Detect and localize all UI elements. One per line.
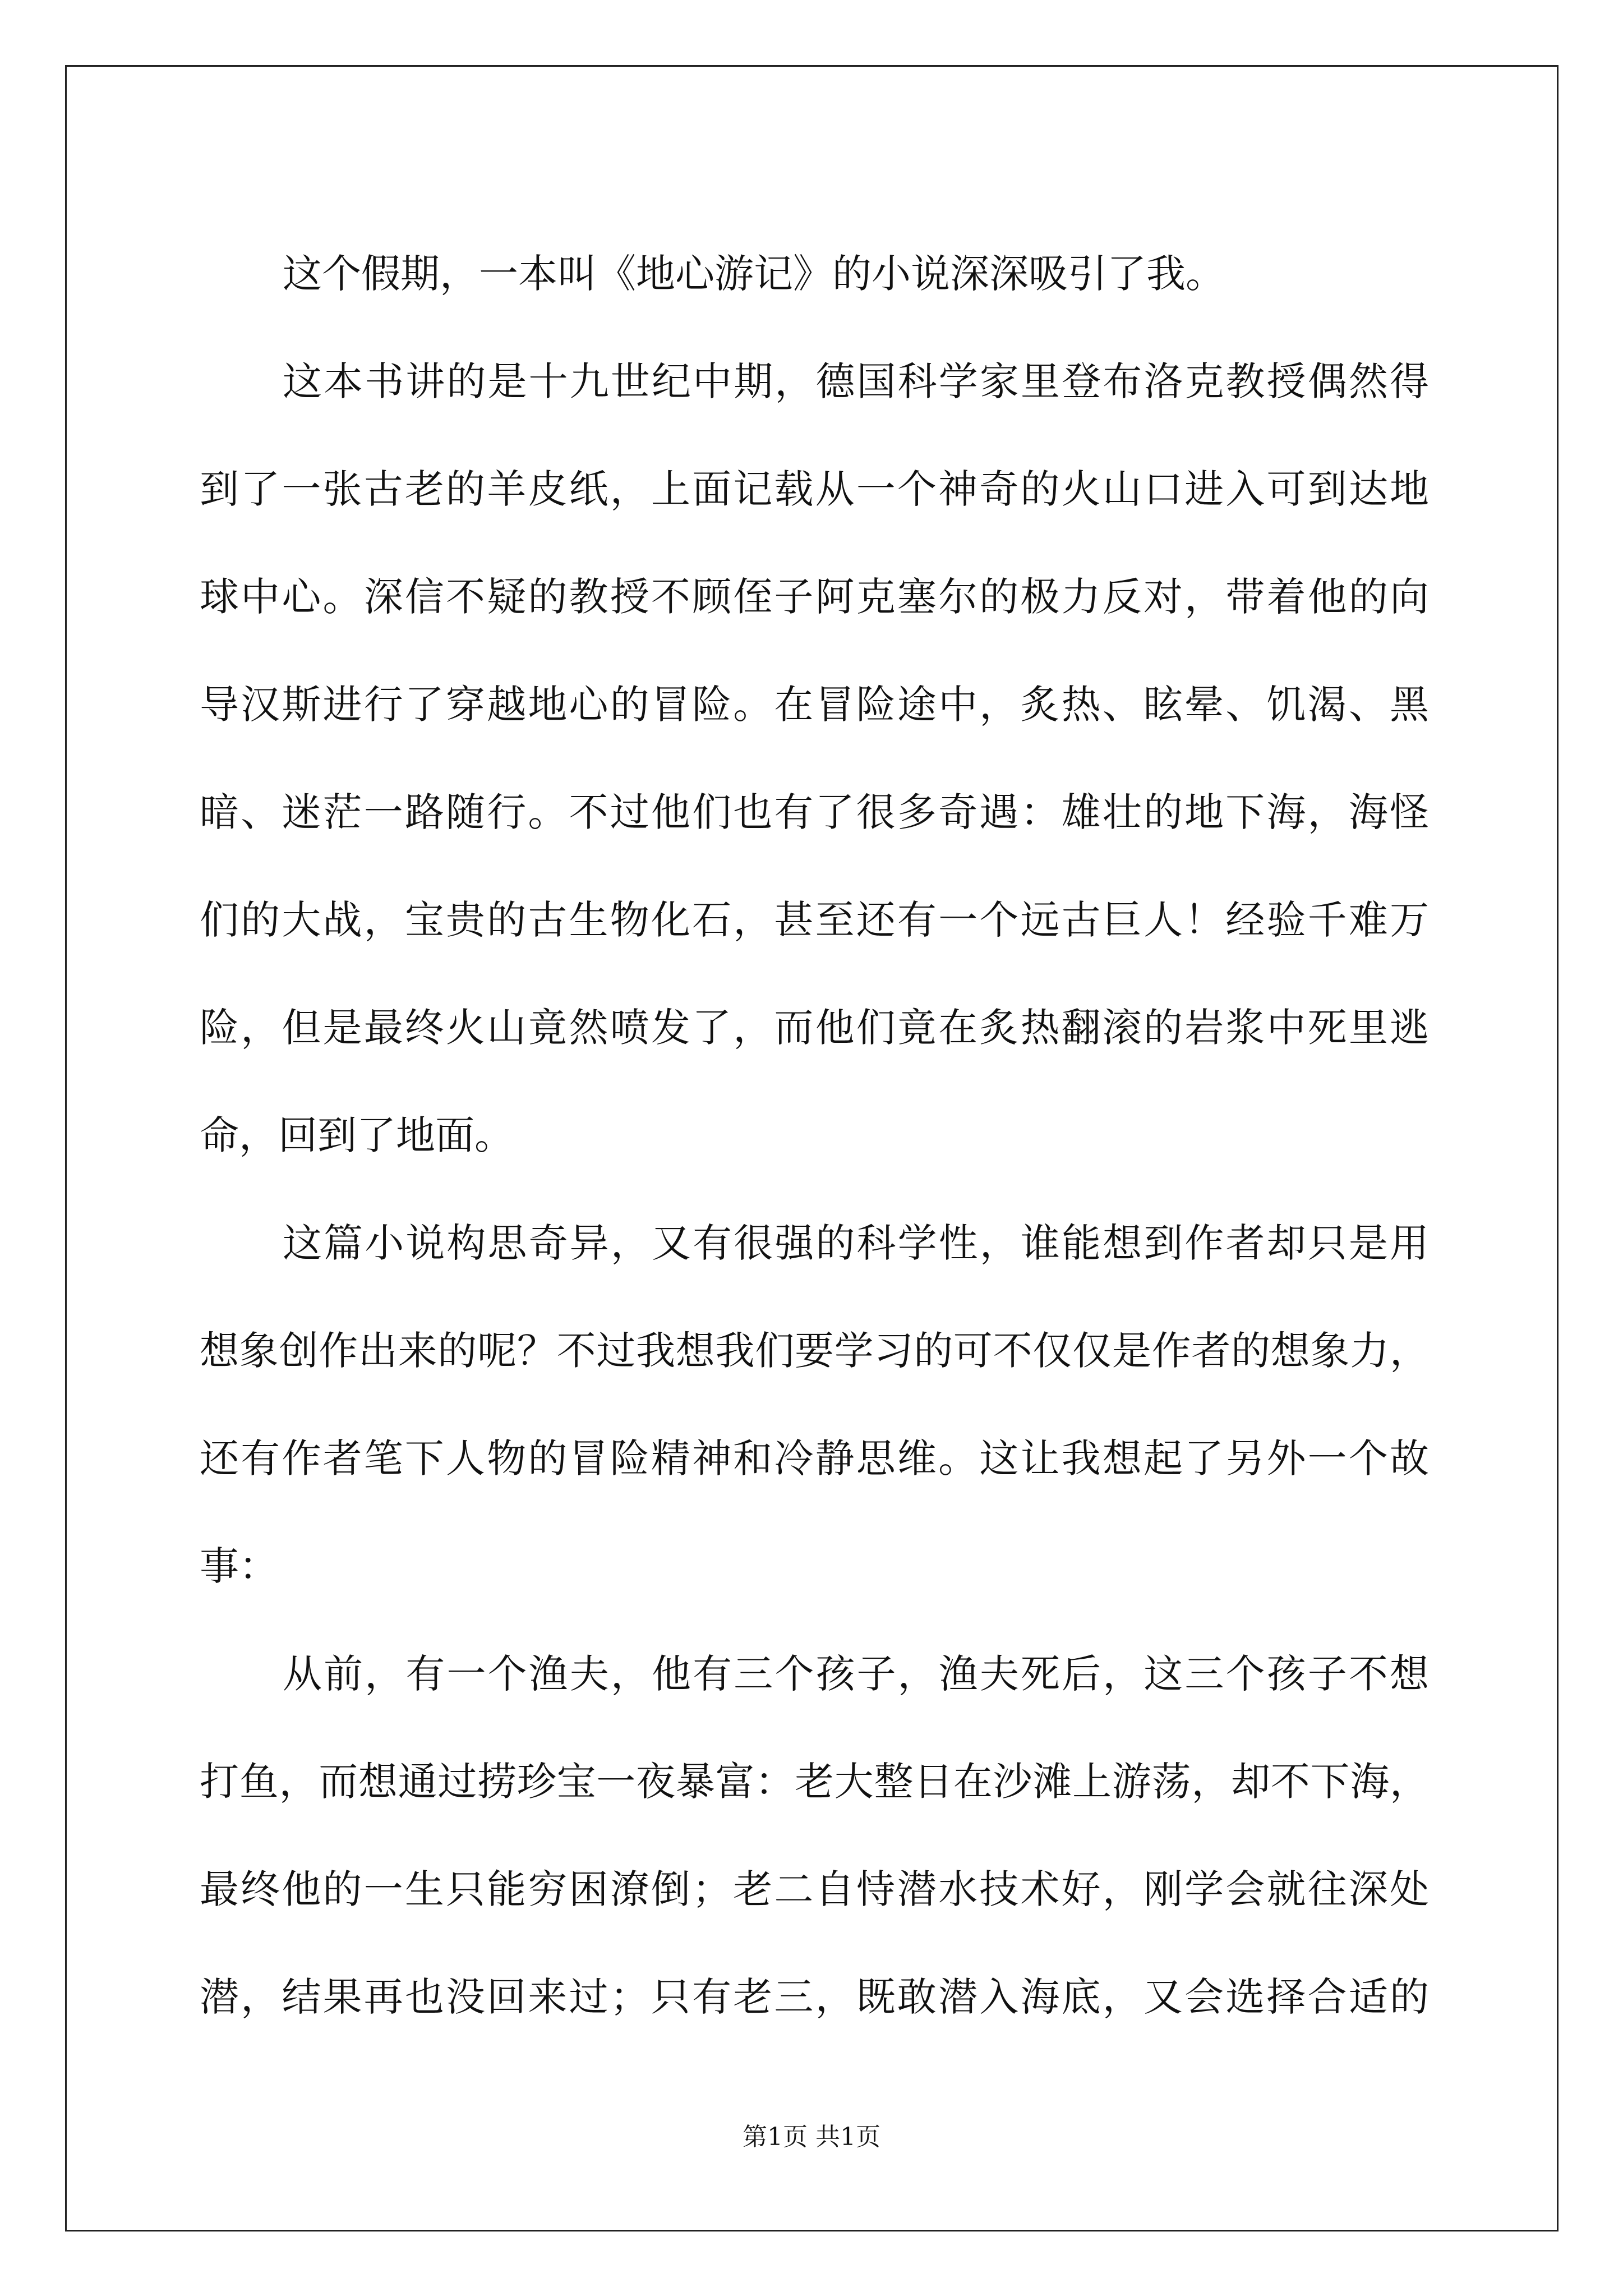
- text-line: 命，回到了地面。: [200, 1112, 514, 1158]
- text-line: 潜，结果再也没回来过；只有老三，既敢潜入海底，又会选择合适的: [200, 1974, 1429, 2020]
- text-line: 们的大战，宝贵的古生物化石，甚至还有一个远古巨人！经验千难万: [200, 897, 1429, 943]
- text-line: 球中心。深信不疑的教授不顾侄子阿克塞尔的极力反对，带着他的向: [200, 574, 1429, 620]
- text-line: 从前，有一个渔夫，他有三个孩子，渔夫死后，这三个孩子不想: [283, 1651, 1429, 1697]
- text-line: 打鱼，而想通过捞珍宝一夜暴富：老大整日在沙滩上游荡，却不下海，: [200, 1759, 1429, 1805]
- text-line: 想象创作出来的呢？不过我想我们要学习的可不仅仅是作者的想象力，: [200, 1328, 1429, 1374]
- text-line: 最终他的一生只能穷困潦倒；老二自恃潜水技术好，刚学会就往深处: [200, 1866, 1429, 1912]
- text-line: 险，但是最终火山竟然喷发了，而他们竟在炙热翻滚的岩浆中死里逃: [200, 1005, 1429, 1051]
- text-line: 这本书讲的是十九世纪中期，德国科学家里登布洛克教授偶然得: [283, 358, 1429, 404]
- text-line: 还有作者笔下人物的冒险精神和冷静思维。这让我想起了另外一个故: [200, 1435, 1429, 1481]
- text-line: 到了一张古老的羊皮纸，上面记载从一个神奇的火山口进入可到达地: [200, 466, 1429, 512]
- page-footer: 第1页 共1页: [743, 2123, 880, 2151]
- text-line: 这篇小说构思奇异，又有很强的科学性，谁能想到作者却只是用: [283, 1220, 1429, 1266]
- text-line: 导汉斯进行了穿越地心的冒险。在冒险途中，炙热、眩晕、饥渴、黑: [200, 682, 1429, 728]
- text-line: 暗、迷茫一路随行。不过他们也有了很多奇遇：雄壮的地下海，海怪: [200, 789, 1429, 835]
- text-line: 事：: [200, 1543, 278, 1589]
- text-line: 这个假期，一本叫《地心游记》的小说深深吸引了我。: [283, 251, 1225, 297]
- document-body: [200, 220, 1429, 2051]
